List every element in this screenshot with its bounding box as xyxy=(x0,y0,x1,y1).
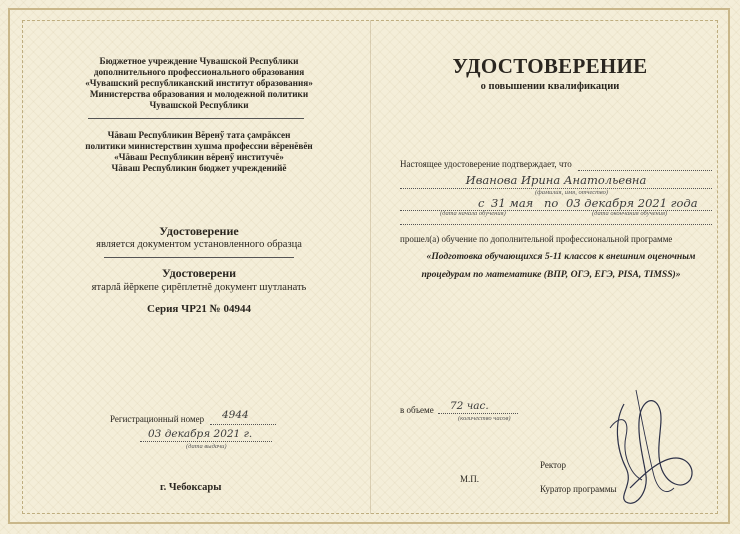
stamp-label: М.П. xyxy=(460,474,480,484)
curator-label: Куратор программы xyxy=(540,484,617,494)
org-ru-line: Чувашской Республики xyxy=(149,100,249,110)
org-name-cv xyxy=(84,130,314,174)
volume-label: в объеме xyxy=(400,405,434,415)
confirm-text: Настоящее удостоверение подтверждает, что xyxy=(400,159,572,169)
org-name-ru xyxy=(84,56,314,111)
fold-line xyxy=(370,20,371,514)
name-caption: (фамилия, имя, отчество) xyxy=(535,189,609,196)
program-title-2: процедурам по математике (ВПР, ОГЭ, ЕГЭ, PISA, TIMSS)» xyxy=(421,269,681,280)
org-cv-line: политики министерствин хушма профессии вĕренĕвĕн xyxy=(85,141,313,151)
period-to-label: по xyxy=(544,196,559,210)
issue-line xyxy=(140,441,272,442)
period-from-label: с xyxy=(478,196,485,210)
period-to: 03 декабря 2021 года xyxy=(566,196,698,210)
series-number: Серия ЧР21 № 04944 xyxy=(147,303,251,315)
program-intro: прошел(а) обучение по дополнительной профессиональной программе xyxy=(400,234,673,244)
reg-number: 4944 xyxy=(222,409,249,421)
cert-subtitle-ru: является документом установленного образца xyxy=(96,239,302,250)
city: г. Чебоксары xyxy=(160,482,222,493)
org-ru-line: дополнительного профессионального образования xyxy=(93,67,305,77)
org-cv-line: «Чăваш Республикин вĕренӳ институчĕ» xyxy=(114,152,284,162)
confirm-line xyxy=(578,170,712,171)
period-from: 31 мая xyxy=(491,196,534,210)
start-caption: (дата начала обучения) xyxy=(440,210,506,217)
org-ru-line: Бюджетное учреждение Чувашской Республики xyxy=(99,56,299,66)
reg-label: Регистрационный номер xyxy=(110,414,205,424)
volume-value: 72 час. xyxy=(450,400,489,412)
org-cv-line: Чăваш Республикин Вĕренӳ тата çамрăксен xyxy=(107,130,291,140)
issue-date: 03 декабря 2021 г. xyxy=(148,428,253,440)
cert-subtitle-cv: ятарлă йĕркепе çирĕплетнĕ документ шутланать xyxy=(91,282,307,293)
divider xyxy=(104,257,294,258)
reg-line xyxy=(210,424,276,425)
holder-name: Иванова Ирина Анатольевна xyxy=(465,173,647,187)
divider xyxy=(88,118,304,119)
issue-caption: (дата выдачи) xyxy=(186,443,227,450)
org-ru-line: Министерства образования и молодежной политики xyxy=(89,89,309,99)
cert-title-ru: Удостоверение xyxy=(159,224,239,238)
main-subtitle: о повышении квалификации xyxy=(480,81,620,92)
volume-line xyxy=(438,413,518,414)
volume-caption: (количество часов) xyxy=(458,415,511,422)
cert-title-cv: Удостоверени xyxy=(161,266,237,280)
org-ru-line: «Чувашский республиканский институт образования» xyxy=(85,78,313,88)
end-caption: (дата окончания обучения) xyxy=(592,210,668,217)
main-title: УДОСТОВЕРЕНИЕ xyxy=(452,54,648,78)
program-title-1: «Подготовка обучающихся 5-11 классов к внешним оценочным xyxy=(426,251,696,262)
rector-label: Ректор xyxy=(540,460,566,470)
org-cv-line: Чăваш Республикин бюджет учрежденийĕ xyxy=(111,163,287,173)
blank-line xyxy=(400,224,712,225)
rector-signature xyxy=(596,384,708,514)
